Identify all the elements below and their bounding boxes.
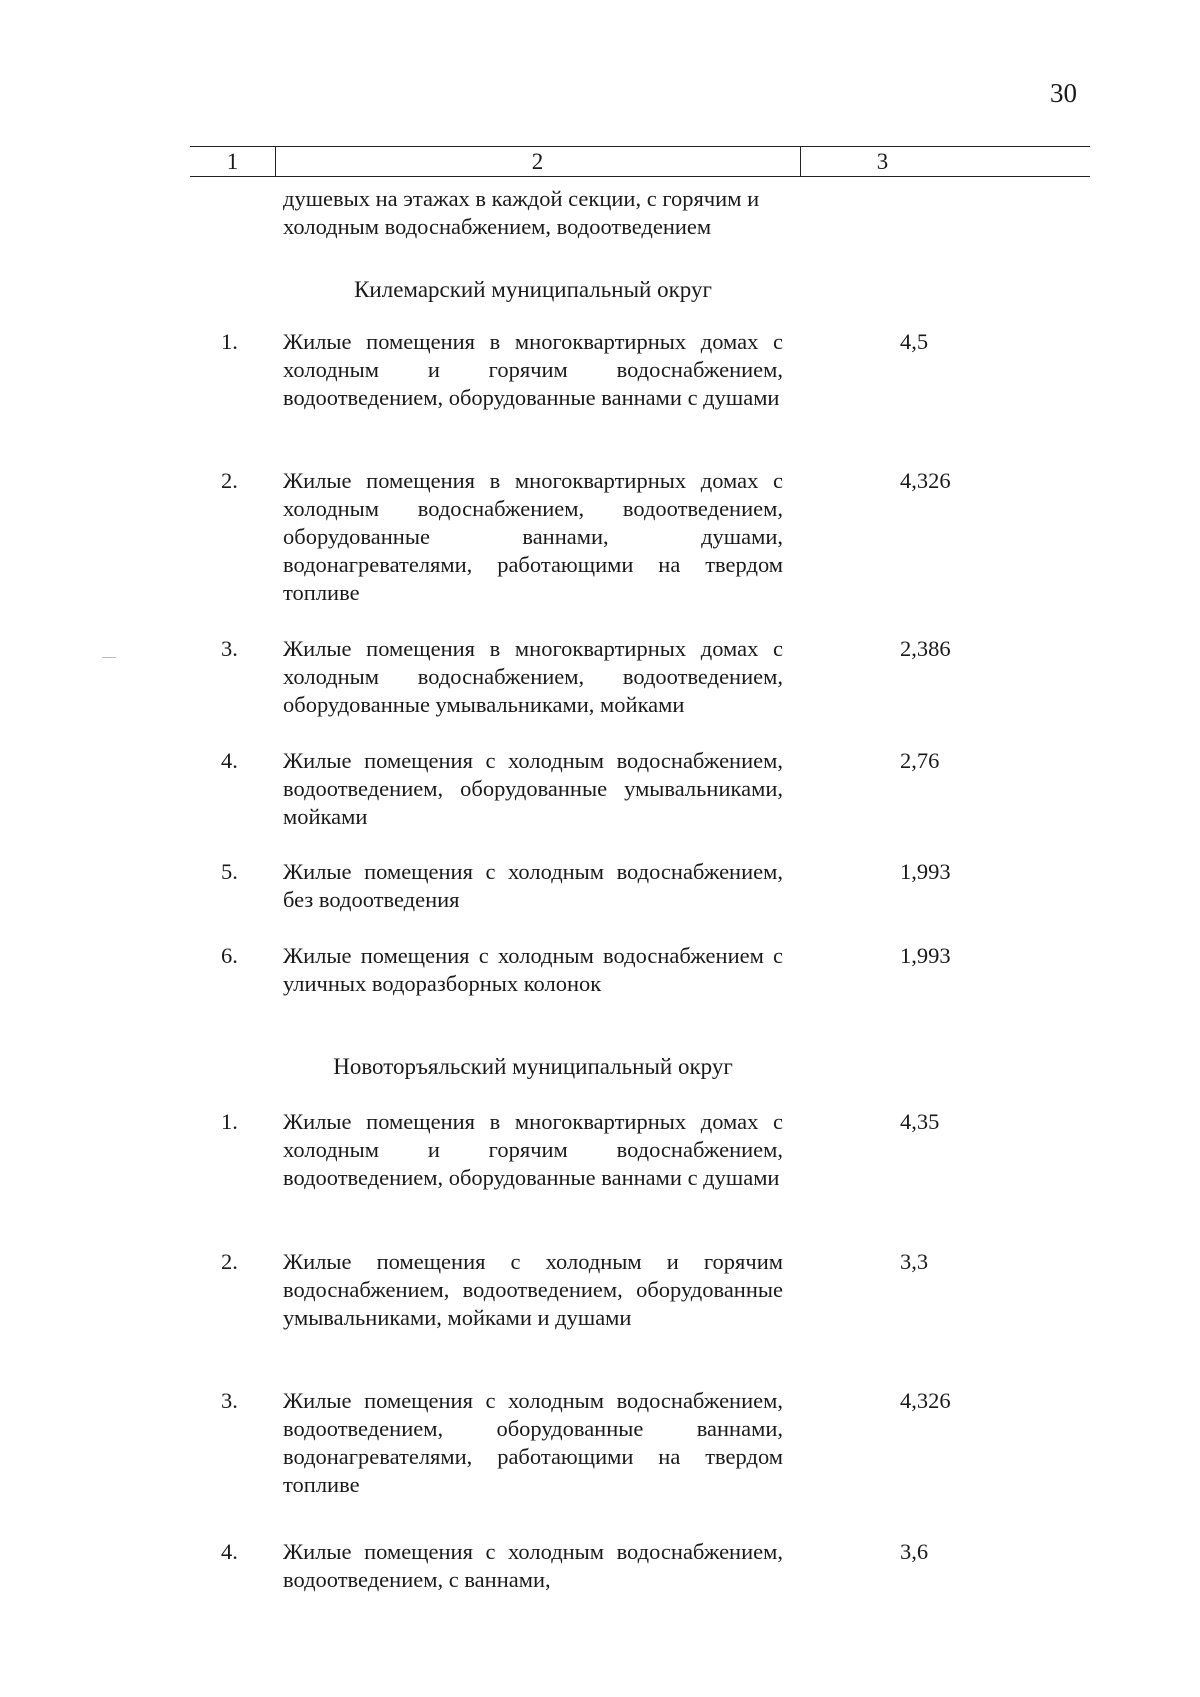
section-title: Новоторъяльский муниципальный округ	[333, 1054, 733, 1079]
page-number: 30	[1050, 78, 1077, 108]
row-value: 4,5	[900, 329, 929, 354]
row-description: Жилые помещения в многоквартирных домах с холодным водоснабжением, водоотведением, оборудованные умывальниками, мойками	[283, 636, 783, 717]
row-number: 4.	[221, 1539, 238, 1564]
row-value: 1,993	[900, 859, 951, 884]
row-value: 3,3	[900, 1249, 929, 1274]
row-number: 2.	[221, 468, 238, 493]
row-value: 4,326	[900, 1388, 951, 1413]
row-description: Жилые помещения в многоквартирных домах с холодным и горячим водоснабжением, водоотведением, оборудованные ваннами с душами	[283, 329, 783, 410]
continuation-text: душевых на этажах в каждой секции, с горячим и холодным водоснабжением, водоотведением	[283, 186, 760, 239]
row-number: 1.	[221, 1109, 238, 1134]
row-description: Жилые помещения с холодным водоснабжением, водоотведением, с ваннами,	[283, 1539, 783, 1592]
table-header-col1: 1	[226, 149, 239, 174]
scan-mark	[102, 657, 116, 658]
table-header-col2: 2	[531, 149, 544, 174]
row-value: 4,35	[900, 1109, 940, 1134]
row-number: 2.	[221, 1249, 238, 1274]
row-description: Жилые помещения в многоквартирных домах с холодным водоснабжением, водоотведением, оборудованные ваннами, душами, водонагревателями, работающими на твердом топливе	[283, 468, 783, 605]
row-description: Жилые помещения с холодным водоснабжением, без водоотведения	[283, 859, 783, 912]
row-number: 1.	[221, 329, 238, 354]
row-value: 2,76	[900, 748, 940, 773]
row-value: 4,326	[900, 468, 951, 493]
row-description: Жилые помещения с холодным водоснабжением с уличных водоразборных колонок	[283, 943, 783, 996]
row-description: Жилые помещения в многоквартирных домах с холодным и горячим водоснабжением, водоотведением, оборудованные ваннами с душами	[283, 1109, 783, 1190]
row-number: 5.	[221, 859, 238, 884]
row-value: 2,386	[900, 636, 951, 661]
row-value: 3,6	[900, 1539, 929, 1564]
row-number: 4.	[221, 748, 238, 773]
row-description: Жилые помещения с холодным водоснабжением, водоотведением, оборудованные умывальниками, мойками	[283, 748, 783, 829]
row-number: 3.	[221, 1388, 238, 1413]
row-description: Жилые помещения с холодным водоснабжением, водоотведением, оборудованные ваннами, водонагревателями, работающими на твердом топливе	[283, 1388, 783, 1497]
row-description: Жилые помещения с холодным и горячим водоснабжением, водоотведением, оборудованные умывальниками, мойками и душами	[283, 1249, 783, 1330]
table-header	[190, 146, 1090, 177]
row-value: 1,993	[900, 943, 951, 968]
row-number: 6.	[221, 943, 238, 968]
section-title: Килемарский муниципальный округ	[354, 277, 712, 302]
table-header-col3: 3	[876, 149, 889, 174]
row-number: 3.	[221, 636, 238, 661]
